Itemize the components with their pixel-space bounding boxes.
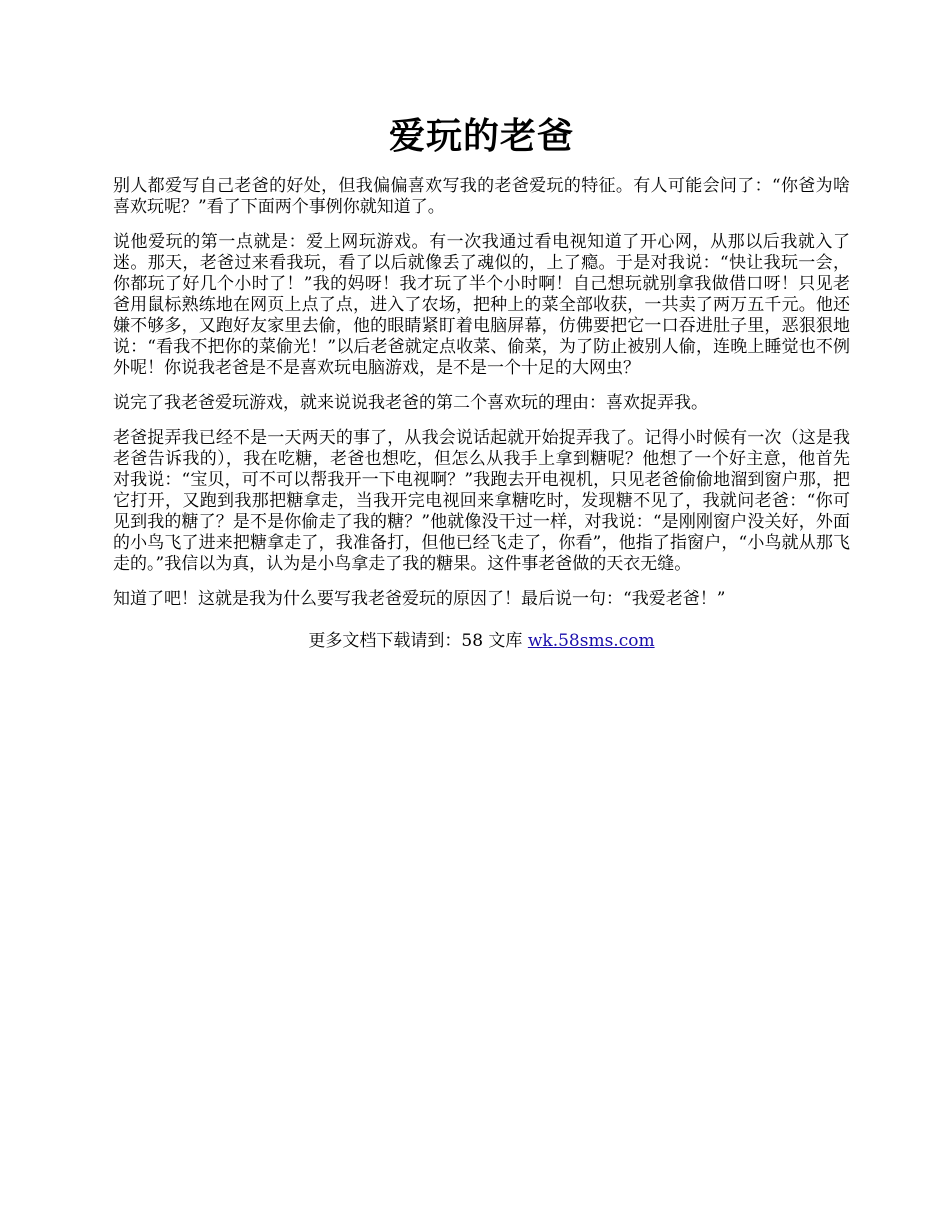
paragraph-conclusion: 知道了吧！这就是我为什么要写我老爸爱玩的原因了！最后说一句：“我爱老爸！”: [113, 589, 726, 609]
footer: [113, 630, 850, 652]
paragraph-online-game: 说他爱玩的第一点就是：爱上网玩游戏。有一次我通过看电视知道了开心网，从那以后我就入了迷。那天，老爸过来看我玩，看了以后就像丢了魂似的，上了瘾。于是对我说：“快让我玩一会，你都玩了好几个小时了！”我的妈呀！我才玩了半个小时啊！自己想玩就别拿我做借口呀！只见老爸用鼠标熟练地在网页上点了点，进入了农场，把种上的菜全部收获，一共卖了两万五千元。他还嫌不够多，又跑好友家里去偷，他的眼睛紧盯着电脑屏幕，仿佛要把它一口吞进肚子里，恶狠狠地说：“看我不把你的菜偷光！”以后老爸就定点收菜、偷菜，为了防止被别人偷，连晚上睡觉也不例外呢！你说我老爸是不是喜欢玩电脑游戏，是不是一个十足的大网虫？: [113, 232, 850, 378]
footer-link[interactable]: wk.58sms.com: [527, 631, 655, 651]
document-title: 爱玩的老爸: [388, 115, 574, 157]
paragraph-transition: 说完了我老爸爱玩游戏，就来说说我老爸的第二个喜欢玩的理由：喜欢捉弄我。: [113, 393, 708, 413]
footer-text: 更多文档下载请到：58 文库: [308, 631, 528, 651]
paragraph-intro: 别人都爱写自己老爸的好处，但我偏偏喜欢写我的老爸爱玩的特征。有人可能会问了：“你爸为啥喜欢玩呢？”看了下面两个事例你就知道了。: [113, 176, 850, 217]
document-page: [113, 112, 850, 652]
paragraph-candy-story: 老爸捉弄我已经不是一天两天的事了，从我会说话起就开始捉弄我了。记得小时候有一次（这是我老爸告诉我的），我在吃糖，老爸也想吃，但怎么从我手上拿到糖呢？他想了一个好主意，他首先对我说：“宝贝，可不可以帮我开一下电视啊？”我跑去开电视机，只见老爸偷偷地溜到窗户那，把它打开，又跑到我那把糖拿走，当我开完电视回来拿糖吃时，发现糖不见了，我就问老爸：“你可见到我的糖了？是不是你偷走了我的糖？”他就像没干过一样，对我说：“是刚刚窗户没关好，外面的小鸟飞了进来把糖拿走了，我准备打，但他已经飞走了，你看”，他指了指窗户，“小鸟就从那飞走的。”我信以为真，认为是小鸟拿走了我的糖果。这件事老爸做的天衣无缝。: [113, 428, 850, 574]
